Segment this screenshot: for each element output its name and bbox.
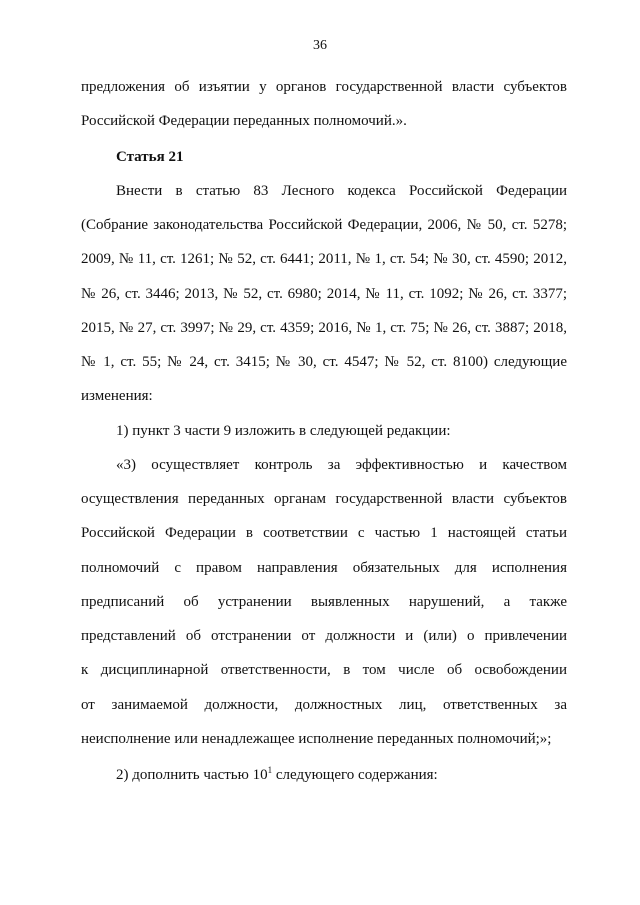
page-number: 36 — [313, 38, 327, 53]
text-fragment: следующего содержания: — [272, 767, 438, 783]
text-line: Российской Федерации переданных полномочий.». — [81, 113, 407, 129]
text-line: изменения: — [81, 388, 153, 404]
text-line: полномочий с правом направления обязательных для исполнения — [81, 560, 567, 576]
text-line: к дисциплинарной ответственности, в том числе об освобождении — [81, 662, 567, 678]
text-line: (Собрание законодательства Российской Федерации, 2006, № 50, ст. 5278; — [81, 217, 567, 233]
text-line: 2009, № 11, ст. 1261; № 52, ст. 6441; 2011, № 1, ст. 54; № 30, ст. 4590; 2012, — [81, 251, 567, 267]
text-line: № 1, ст. 55; № 24, ст. 3415; № 30, ст. 4547; № 52, ст. 8100) следующие — [81, 354, 567, 370]
text-line: предложения об изъятии у органов государственной власти субъектов — [81, 79, 567, 95]
text-fragment: 2) дополнить частью 10 — [116, 767, 268, 783]
text-line: «3) осуществляет контроль за эффективностью и качеством — [116, 457, 567, 473]
text-line: от занимаемой должности, должностных лиц, ответственных за — [81, 697, 567, 713]
text-line: представлений об отстранении от должности и (или) о привлечении — [81, 628, 567, 644]
text-line: № 26, ст. 3446; 2013, № 52, ст. 6980; 2014, № 11, ст. 1092; № 26, ст. 3377; — [81, 286, 567, 302]
text-line-last — [116, 766, 567, 784]
text-line: предписаний об устранении выявленных нарушений, а также — [81, 594, 567, 610]
article-heading: Статья 21 — [116, 149, 184, 165]
text-line: 2015, № 27, ст. 3997; № 29, ст. 4359; 2016, № 1, ст. 75; № 26, ст. 3887; 2018, — [81, 320, 567, 336]
text-line: Российской Федерации в соответствии с частью 1 настоящей статьи — [81, 525, 567, 541]
text-line: осуществления переданных органам государственной власти субъектов — [81, 491, 567, 507]
text-line: неисполнение или ненадлежащее исполнение переданных полномочий;»; — [81, 731, 552, 747]
superscript: 1 — [267, 765, 273, 775]
text-line: 1) пункт 3 части 9 изложить в следующей редакции: — [116, 423, 451, 439]
text-line: Внести в статью 83 Лесного кодекса Российской Федерации — [116, 183, 567, 199]
